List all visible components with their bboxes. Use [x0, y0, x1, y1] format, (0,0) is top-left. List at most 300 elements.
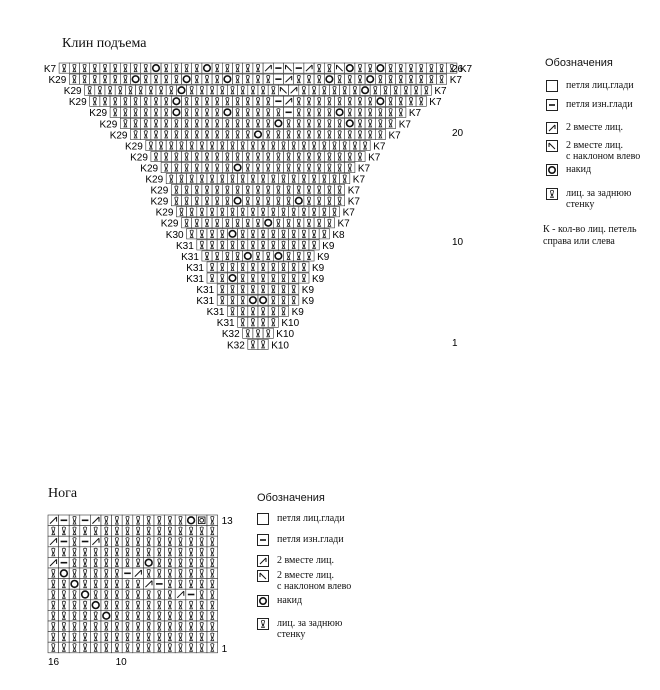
chart-cell ktbl-icon: [182, 129, 192, 139]
chart-cell ktbl-icon: [217, 240, 227, 250]
chart-cell ktbl-icon: [258, 339, 268, 349]
chart-cell ktbl-icon: [192, 151, 202, 161]
chart-cell ktbl-icon: [284, 185, 294, 195]
chart-cell ktbl-icon: [304, 129, 314, 139]
chart-cell ktbl-icon: [186, 547, 197, 558]
chart-cell ktbl-icon: [253, 162, 263, 172]
chart-cell ktbl-icon: [294, 129, 304, 139]
chart-cell ktbl-icon: [207, 273, 217, 283]
chart-cell ktbl-icon: [48, 632, 59, 643]
chart-cell ktbl-icon: [125, 85, 135, 95]
chart-cell ktbl-icon: [48, 579, 59, 590]
leg-legend-item-k2tog: [257, 555, 334, 567]
chart-cell ktbl-icon: [421, 85, 431, 95]
leg-row: [48, 621, 218, 632]
chart-cell ktbl-icon: [192, 129, 202, 139]
leg-legend-item-yarnover: [257, 595, 302, 607]
chart-cell ktbl-icon: [182, 162, 192, 172]
chart-cell ktbl-icon: [182, 185, 192, 195]
chart-cell ktbl-icon: [253, 218, 263, 228]
chart-cell ktbl-icon: [294, 74, 304, 84]
chart-cell ktbl-icon: [212, 74, 222, 84]
chart-cell k2tog-icon: [48, 557, 59, 568]
chart-cell ktbl-icon: [165, 610, 176, 621]
chart-cell ktbl-icon: [284, 151, 294, 161]
ktbl-icon: [546, 188, 558, 200]
chart-cell yarnover-icon: [186, 515, 197, 526]
chart-cell ktbl-icon: [329, 174, 339, 184]
chart-cell ktbl-icon: [253, 118, 263, 128]
chart-cell ktbl-icon: [278, 229, 288, 239]
chart-cell ktbl-icon: [122, 526, 133, 537]
chart-cell ktbl-icon: [197, 240, 207, 250]
chart-cell ktbl-icon: [212, 185, 222, 195]
wedge-row-right-count: K7: [373, 141, 386, 153]
chart-cell purl-icon: [80, 515, 91, 526]
chart-cell ktbl-icon: [196, 589, 207, 600]
chart-cell ktbl-icon: [309, 85, 319, 95]
chart-cell ktbl-icon: [365, 107, 375, 117]
chart-cell ktbl-icon: [278, 174, 288, 184]
knit-icon: [546, 80, 558, 92]
chart-cell ktbl-icon: [90, 557, 101, 568]
chart-cell ktbl-icon: [69, 557, 80, 568]
chart-cell ktbl-icon: [110, 107, 120, 117]
chart-cell ktbl-icon: [112, 642, 123, 653]
chart-cell ktbl-icon: [156, 140, 166, 150]
chart-cell ktbl-icon: [171, 129, 181, 139]
wedge-row-left-count: K29: [150, 196, 169, 208]
chart-cell ktbl-icon: [248, 140, 258, 150]
chart-cell ktbl-icon: [345, 107, 355, 117]
chart-cell ktbl-icon: [222, 129, 232, 139]
chart-cell ktbl-icon: [202, 151, 212, 161]
chart-cell ktbl-icon: [273, 151, 283, 161]
chart-cell ktbl-icon: [248, 229, 258, 239]
chart-cell ktbl-icon: [196, 547, 207, 558]
leg-legend-item-label: 2 вместе лиц.: [277, 555, 335, 566]
chart-cell ktbl-icon: [258, 140, 268, 150]
chart-cell ktbl-icon: [324, 218, 334, 228]
chart-cell ktbl-icon: [273, 196, 283, 206]
wedge-row-left-count: K29: [145, 174, 164, 186]
chart-cell ktbl-icon: [59, 589, 70, 600]
chart-cell ktbl-icon: [227, 295, 237, 305]
chart-cell yarnover-icon: [253, 129, 263, 139]
chart-cell ktbl-icon: [258, 306, 268, 316]
wedge-row: [110, 129, 401, 141]
chart-cell ktbl-icon: [197, 174, 207, 184]
chart-cell ktbl-icon: [146, 140, 156, 150]
wedge-row-left-count: K29: [99, 119, 118, 131]
chart-cell ktbl-icon: [176, 207, 186, 217]
chart-cell ktbl-icon: [187, 207, 197, 217]
chart-cell ktbl-icon: [122, 632, 133, 643]
chart-cell ktbl-icon: [345, 162, 355, 172]
k2tog-left-icon: [546, 140, 558, 152]
chart-cell ktbl-icon: [141, 129, 151, 139]
chart-cell ktbl-icon: [165, 600, 176, 611]
chart-cell ktbl-icon: [319, 140, 329, 150]
leg-row: [48, 589, 218, 600]
chart-cell ktbl-icon: [233, 74, 243, 84]
chart-cell k2tog-icon: [48, 515, 59, 526]
wedge-row: [207, 306, 305, 318]
chart-cell ktbl-icon: [258, 317, 268, 327]
chart-cell ktbl-icon: [187, 229, 197, 239]
chart-cell ktbl-icon: [175, 600, 186, 611]
chart-cell ktbl-icon: [289, 140, 299, 150]
chart-cell ktbl-icon: [175, 610, 186, 621]
chart-cell ktbl-icon: [406, 74, 416, 84]
chart-cell ktbl-icon: [217, 140, 227, 150]
chart-cell ktbl-icon: [48, 589, 59, 600]
chart-cell purl-icon: [59, 557, 70, 568]
chart-cell ktbl-icon: [143, 621, 154, 632]
chart-cell ktbl-icon: [396, 63, 406, 73]
chart-cell ktbl-icon: [175, 515, 186, 526]
wedge-row: [64, 85, 447, 97]
chart-cell ktbl-icon: [154, 632, 165, 643]
chart-cell ktbl-icon: [182, 196, 192, 206]
leg-row: [48, 526, 218, 537]
chart-cell ktbl-icon: [314, 118, 324, 128]
chart-cell ktbl-icon: [141, 118, 151, 128]
chart-cell ktbl-icon: [294, 118, 304, 128]
chart-cell ktbl-icon: [248, 85, 258, 95]
chart-cell ktbl-icon: [319, 229, 329, 239]
chart-cell ktbl-icon: [324, 129, 334, 139]
chart-cell ktbl-icon: [207, 174, 217, 184]
chart-cell ktbl-icon: [335, 74, 345, 84]
chart-cell ktbl-icon: [345, 151, 355, 161]
chart-cell ktbl-icon: [289, 229, 299, 239]
leg-legend-item-ktbl: [257, 618, 342, 640]
chart-cell ktbl-icon: [182, 63, 192, 73]
chart-cell ktbl-icon: [69, 589, 80, 600]
chart-cell ktbl-icon: [202, 251, 212, 261]
chart-cell yarnover-icon: [176, 85, 186, 95]
chart-cell ktbl-icon: [212, 96, 222, 106]
chart-cell yarnover-icon: [131, 74, 141, 84]
chart-cell ktbl-icon: [324, 162, 334, 172]
chart-cell ktbl-icon: [243, 328, 253, 338]
chart-cell ktbl-icon: [69, 74, 79, 84]
wedge-title: Клин подъема: [62, 36, 147, 51]
chart-cell ktbl-icon: [151, 107, 161, 117]
chart-cell ktbl-icon: [217, 295, 227, 305]
chart-cell ktbl-icon: [207, 140, 217, 150]
chart-cell yarnover-icon: [69, 579, 80, 590]
chart-cell ktbl-icon: [176, 140, 186, 150]
chart-cell ktbl-icon: [263, 162, 273, 172]
chart-cell ktbl-icon: [263, 196, 273, 206]
chart-cell ktbl-icon: [268, 174, 278, 184]
chart-cell ktbl-icon: [238, 306, 248, 316]
leg-legend-item-label: петля изн.глади: [277, 534, 344, 545]
chart-cell ktbl-icon: [131, 63, 141, 73]
wedge-row-number: 26: [452, 64, 464, 75]
chart-cell ktbl-icon: [284, 129, 294, 139]
chart-cell ktbl-icon: [196, 536, 207, 547]
chart-cell ktbl-icon: [175, 632, 186, 643]
wedge-row-right-count: K7: [434, 86, 447, 98]
k2tog-icon: [257, 555, 269, 567]
chart-cell ktbl-icon: [48, 600, 59, 611]
chart-cell ktbl-icon: [335, 196, 345, 206]
leg-row: [48, 610, 218, 621]
chart-cell ktbl-icon: [416, 96, 426, 106]
chart-cell ktbl-icon: [192, 96, 202, 106]
chart-cell ktbl-icon: [263, 251, 273, 261]
chart-cell ktbl-icon: [112, 526, 123, 537]
chart-cell ktbl-icon: [90, 74, 100, 84]
chart-cell ktbl-icon: [243, 107, 253, 117]
chart-cell ktbl-icon: [309, 140, 319, 150]
chart-cell ktbl-icon: [59, 642, 70, 653]
chart-cell ktbl-icon: [122, 621, 133, 632]
chart-cell ktbl-icon: [258, 85, 268, 95]
chart-cell ktbl-icon: [122, 515, 133, 526]
chart-cell ktbl-icon: [238, 85, 248, 95]
chart-cell ktbl-icon: [278, 140, 288, 150]
chart-cell ktbl-icon: [90, 526, 101, 537]
chart-cell ktbl-icon: [406, 96, 416, 106]
chart-cell ktbl-icon: [411, 85, 421, 95]
chart-cell ktbl-icon: [133, 526, 144, 537]
chart-cell ktbl-icon: [120, 96, 130, 106]
wedge-row-left-count: K7: [43, 64, 57, 75]
chart-cell ktbl-icon: [335, 185, 345, 195]
chart-cell ktbl-icon: [314, 74, 324, 84]
chart-cell ktbl-icon: [243, 129, 253, 139]
chart-cell ktbl-icon: [222, 151, 232, 161]
chart-cell ktbl-icon: [182, 96, 192, 106]
wedge-row-right-count: K9: [317, 251, 330, 263]
chart-cell ktbl-icon: [437, 63, 447, 73]
chart-cell ktbl-icon: [122, 600, 133, 611]
chart-cell ktbl-icon: [112, 515, 123, 526]
chart-cell ktbl-icon: [161, 118, 171, 128]
chart-cell ktbl-icon: [85, 85, 95, 95]
chart-cell ktbl-icon: [233, 96, 243, 106]
wedge-row-number: 20: [452, 128, 464, 139]
chart-cell ktbl-icon: [233, 151, 243, 161]
chart-cell ktbl-icon: [207, 240, 217, 250]
chart-cell k2tog-icon: [143, 579, 154, 590]
chart-cell ktbl-icon: [391, 85, 401, 95]
chart-cell ktbl-icon: [161, 63, 171, 73]
chart-cell ktbl-icon: [101, 515, 112, 526]
leg-row: [48, 632, 218, 643]
chart-cell ktbl-icon: [319, 174, 329, 184]
wedge-row: [217, 317, 300, 329]
chart-cell ktbl-icon: [212, 151, 222, 161]
chart-cell ktbl-icon: [386, 118, 396, 128]
chart-cell ktbl-icon: [186, 536, 197, 547]
chart-cell yarnover-icon: [375, 63, 385, 73]
chart-cell ktbl-icon: [238, 295, 248, 305]
chart-cell ktbl-icon: [263, 151, 273, 161]
chart-cell ktbl-icon: [133, 642, 144, 653]
wedge-legend-item-label: 2 вместе лиц.: [566, 122, 624, 133]
chart-cell ktbl-icon: [263, 74, 273, 84]
wedge-legend-note: К - кол-во лиц. петель справа или слева: [543, 224, 637, 247]
chart-cell ktbl-icon: [365, 96, 375, 106]
wedge-row-right-count: K7: [429, 97, 442, 109]
chart-cell ktbl-icon: [217, 85, 227, 95]
chart-cell ktbl-icon: [207, 600, 218, 611]
chart-cell ktbl-icon: [324, 96, 334, 106]
chart-cell ktbl-icon: [48, 526, 59, 537]
leg-row: [48, 600, 218, 611]
chart-cell ktbl-icon: [192, 185, 202, 195]
chart-cell ktbl-icon: [154, 621, 165, 632]
chart-cell ktbl-icon: [120, 63, 130, 73]
chart-cell ktbl-icon: [222, 63, 232, 73]
chart-cell ktbl-icon: [80, 557, 91, 568]
chart-cell ktbl-icon: [294, 107, 304, 117]
chart-cell ktbl-icon: [101, 557, 112, 568]
chart-cell ktbl-icon: [273, 107, 283, 117]
chart-cell ktbl-icon: [314, 96, 324, 106]
chart-cell ktbl-icon: [196, 600, 207, 611]
chart-cell ktbl-icon: [233, 107, 243, 117]
chart-cell ktbl-icon: [365, 63, 375, 73]
k2tog-icon: [546, 122, 558, 134]
purl-icon: [546, 99, 558, 111]
chart-cell ktbl-icon: [48, 621, 59, 632]
wedge-row: [186, 273, 324, 285]
chart-cell ktbl-icon: [253, 151, 263, 161]
chart-cell ktbl-icon: [59, 526, 70, 537]
chart-cell ktbl-icon: [294, 96, 304, 106]
wedge-row-left-count: K29: [48, 75, 67, 87]
chart-cell ktbl-icon: [227, 85, 237, 95]
chart-cell ktbl-icon: [202, 96, 212, 106]
chart-cell ktbl-icon: [154, 610, 165, 621]
chart-cell ktbl-icon: [165, 557, 176, 568]
chart-cell ktbl-icon: [154, 557, 165, 568]
chart-cell k2tog-icon: [289, 85, 299, 95]
leg-row-label-top: 13: [221, 516, 233, 527]
wedge-row-left-count: K31: [216, 318, 235, 330]
wedge-legend-item-label: петля лиц.глади: [566, 80, 634, 91]
chart-cell ktbl-icon: [141, 63, 151, 73]
chart-cell ktbl-icon: [165, 568, 176, 579]
chart-cell ktbl-icon: [355, 74, 365, 84]
chart-cell k2tog-icon: [133, 568, 144, 579]
chart-cell ktbl-icon: [355, 63, 365, 73]
chart-cell ktbl-icon: [101, 621, 112, 632]
chart-cell yarnover-icon: [345, 63, 355, 73]
chart-cell ktbl-icon: [284, 118, 294, 128]
chart-cell ktbl-icon: [365, 118, 375, 128]
chart-cell ktbl-icon: [278, 240, 288, 250]
wedge-legend-item-label: 2 вместе лиц. с наклоном влево: [566, 140, 641, 162]
wedge-row: [49, 74, 463, 86]
chart-cell ktbl-icon: [299, 140, 309, 150]
chart-cell k2tog-icon: [284, 74, 294, 84]
chart-cell ktbl-icon: [294, 251, 304, 261]
chart-cell ktbl-icon: [90, 547, 101, 558]
chart-cell ktbl-icon: [156, 85, 166, 95]
chart-cell ktbl-icon: [426, 74, 436, 84]
chart-cell ktbl-icon: [401, 85, 411, 95]
chart-cell ktbl-icon: [133, 610, 144, 621]
chart-cell ktbl-icon: [95, 85, 105, 95]
chart-cell ktbl-icon: [284, 162, 294, 172]
chart-cell purl-icon: [273, 63, 283, 73]
chart-cell ktbl-icon: [222, 196, 232, 206]
knit-icon: [257, 513, 269, 525]
wedge-row: [161, 218, 350, 230]
chart-cell ktbl-icon: [133, 557, 144, 568]
chart-cell ktbl-icon: [289, 295, 299, 305]
chart-cell ktbl-icon: [233, 129, 243, 139]
chart-cell ktbl-icon: [175, 621, 186, 632]
chart-cell purl-icon: [273, 96, 283, 106]
chart-cell ktbl-icon: [182, 107, 192, 117]
chart-cell ktbl-icon: [175, 642, 186, 653]
chart-cell purl-icon: [59, 536, 70, 547]
chart-cell ktbl-icon: [122, 557, 133, 568]
chart-cell ktbl-icon: [416, 63, 426, 73]
leg-legend-item-label: лиц. за заднюю стенку: [277, 618, 343, 640]
chart-cell ktbl-icon: [289, 273, 299, 283]
chart-cell ktbl-icon: [268, 295, 278, 305]
chart-cell ktbl-icon: [304, 162, 314, 172]
chart-cell ktbl-icon: [176, 174, 186, 184]
chart-cell purl-icon: [284, 107, 294, 117]
wedge-row-right-count: K7: [352, 174, 366, 186]
chart-cell ktbl-icon: [380, 85, 390, 95]
wedge-legend-item-label: накид: [566, 164, 592, 175]
chart-cell ktbl-icon: [112, 557, 123, 568]
wedge-row-left-count: K29: [63, 86, 82, 98]
chart-cell ktbl-icon: [171, 185, 181, 195]
chart-cell ktbl-icon: [278, 295, 288, 305]
chart-cell ktbl-icon: [165, 536, 176, 547]
chart-cell ktbl-icon: [248, 240, 258, 250]
chart-cell ktbl-icon: [197, 85, 207, 95]
chart-cell ktbl-icon: [166, 140, 176, 150]
chart-cell k2tog-icon: [284, 96, 294, 106]
chart-cell ktbl-icon: [365, 129, 375, 139]
chart-cell ktbl-icon: [319, 207, 329, 217]
chart-cell ktbl-icon: [350, 140, 360, 150]
wedge-row: [151, 185, 361, 197]
chart-cell ktbl-icon: [299, 229, 309, 239]
chart-cell ktbl-icon: [186, 600, 197, 611]
chart-cell ktbl-icon: [268, 306, 278, 316]
chart-cell ktbl-icon: [309, 174, 319, 184]
wedge-row-left-count: K29: [140, 163, 159, 175]
chart-cell yarnover-icon: [263, 218, 273, 228]
chart-cell ktbl-icon: [238, 273, 248, 283]
chart-cell ktbl-icon: [273, 185, 283, 195]
chart-cell ktbl-icon: [314, 218, 324, 228]
chart-cell ktbl-icon: [197, 229, 207, 239]
chart-cell ktbl-icon: [151, 151, 161, 161]
chart-cell ktbl-icon: [238, 317, 248, 327]
chart-cell ktbl-icon: [154, 547, 165, 558]
chart-cell ktbl-icon: [284, 251, 294, 261]
chart-cell ktbl-icon: [314, 185, 324, 195]
wedge-row-number: 10: [452, 237, 464, 248]
chart-cell ktbl-icon: [238, 174, 248, 184]
chart-cell ktbl-icon: [161, 162, 171, 172]
